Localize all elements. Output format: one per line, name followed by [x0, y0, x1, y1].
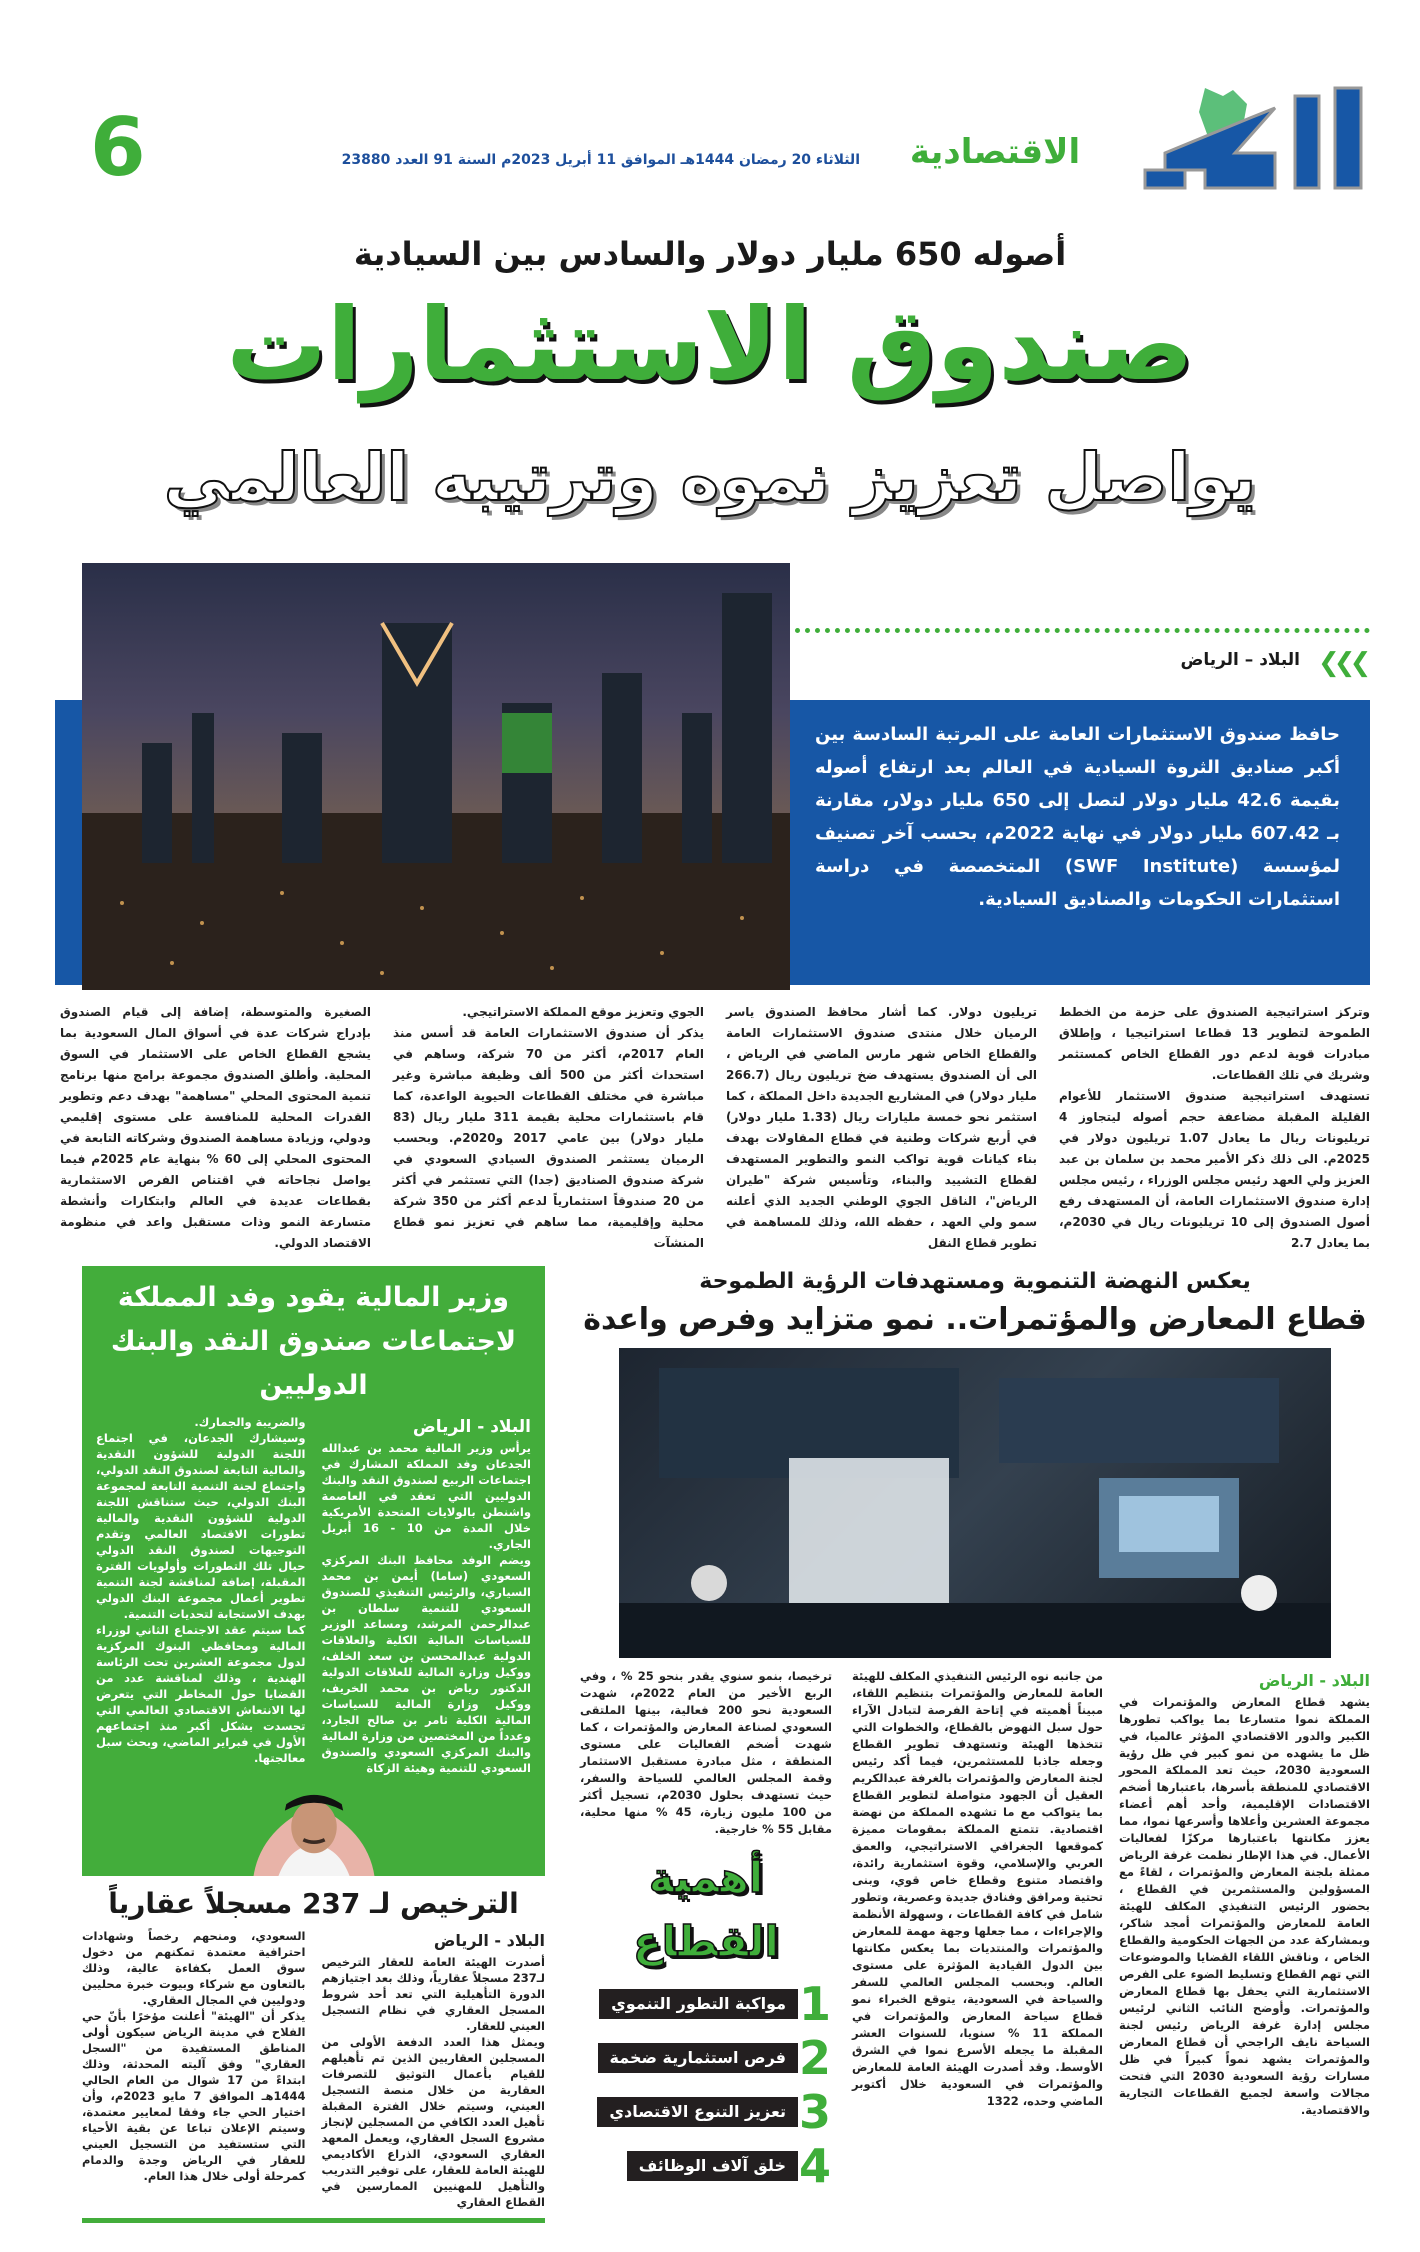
main-byline: البلاد – الرياض [1180, 650, 1300, 670]
importance-label: فرص استثمارية ضخمة [598, 2043, 798, 2073]
article-column: البلاد - الرياض يشهد قطاع المعارض والمؤتمرات في المملكة نموا متسارعا بما يواكب تطورها الكبير والدور الاقتصادي المؤثر عالميا، في ظل ما يشهده من نمو كبير في ظل رؤية السعودية 2030، حيث تعد المملكة المحور الاقتصادي للمنطقة بأسرها، باعتبارها أضخم الاقتصادات الإقليمية، وأحد أهم أعضاء مجموعة العشرين وأعلاها وأسرعها نموا، مما يعزز مكانتها باعتبارها مركزًا لفعاليات الأعمال. في هذا الإطار نظمت غرفة الرياض ممثلة بلجنة المعارض والمؤتمرات ، لقاءً مع المسؤولين والمستثمرين في القطاع ، بحضور الرئيس التنفيذي المكلف للهيئة العامة للمعارض والمؤتمرات أمجد شاكر، وبمشاركة عدد من الجهات الحكومية والقطاع الخاص ، وناقش اللقاء القضايا والموضوعات التي تهم القطاع وتسليط الضوء على الفرص الاستثمارية التي يحفل بها قطاع المعارض والمؤتمرات. وأوضح النائب الثاني لرئيس مجلس إدارة غرفة الرياض رئيس لجنة السياحة نايف الراجحي أن قطاع المعارض والمؤتمرات يشهد نمواً كبيراً في ظل مسارات رؤية السعودية 2030 التي فتحت مجالات واسعة لجميع القطاعات التجارية والاقتصادية. من جانبه نوه الرئيس التنفيذي المكلف للهيئة العامة للمعارض والمؤتمرات بتنظيم اللقاء، مبيناً أهميته في إتاحة الفرصة لتبادل الآراء حول سبل النهوض بالقطاع، والخطوات التي تتخذها الهيئة وتستهدف تطوير القطاع وجعله جاذبا للمستثمرين، فيما أكد رئيس لجنة المعارض والمؤتمرات بالغرفة عبدالكريم العقيل أن الجهود متواصلة لتطوير القطاع بما يتواكب مع ما تشهده المملكة من نهضة اقتصادية. تتمتع المملكة بمقومات مميزة كموقعها الجغرافي الاستراتيجي، والعمق العربي والإسلامي، وقوة استثمارية رائدة، واقتصاد متنوع وقطاع خاص قوي، وبنى تحتية ومرافق وفنادق جديدة وعصرية، وتطور شامل في كافة القطاعات ، وسهولة الأنظمة والإجراءات ، مما جعلها وجهة مهمة للمعارض والمؤتمرات والمنتديات بما يعكس مكانتها بين الدول القيادية المؤثرة على مستوى العالم. وبحسب المجلس العالمي للسفر والسياحة في السعودية، يتوقع الخبراء نمو قطاع سياحة المعارض والمؤتمرات في المملكة 11 % سنويا، للسنوات العشر المقبلة ما يجعله الأسرع نموا في الشرق الأوسط. وقد أصدرت الهيئة العامة للمعارض والمؤتمرات في السعودية خلال أكتوبر الماضي وحده، 1322 [852, 1669, 1370, 2117]
importance-item [580, 1977, 832, 2031]
importance-item [580, 2085, 832, 2139]
importance-number: 2 [798, 2031, 831, 2085]
article-column: تريليون دولار. كما أشار محافظ الصندوق ياسر الرميان خلال منتدى صندوق الاستثمارات العامة والقطاع الخاص شهر مارس الماضي في الرياض ، الى أن الصندوق يستهدف ضخ تريليون ريال (266.7 مليار دولار) في المشاريع الجديدة داخل المملكة ، كما استثمر نحو خمسة مليارات ريال (1.33 مليار دولار) في أربع شركات وطنية في قطاع المقاولات بهدف بناء كيانات قوية تواكب النمو والتطوير المستهدف لقطاع التشييد والبناء، وتأسيس شركة "طيران الرياض"، الناقل الجوي الوطني الجديد الذي أعلنه سمو ولي العهد ، حفظه الله، وذلك للمساهمة في تطوير قطاع النقل [726, 1005, 1037, 1250]
newspaper-logo [1135, 78, 1375, 208]
realestate-headline: الترخيص لـ 237 مسجلاً عقارياً [108, 1887, 519, 1920]
importance-title: أهمية القطاع [633, 1853, 779, 1966]
dotted-divider [795, 628, 1370, 633]
main-headline-second-line: يواصل تعزيز نموه وترتيبه العالمي [163, 439, 1257, 516]
page-number: 6 [90, 101, 146, 194]
minister-story-title: وزير المالية يقود وفد المملكة لاجتماعات صندوق النقد والبنك الدوليين [110, 1282, 517, 1401]
exhibitions-headline: قطاع المعارض والمؤتمرات.. نمو متزايد وفرص واعدة [583, 1302, 1367, 1337]
triple-chevron-left-icon: ❮❮❮ [1318, 648, 1366, 678]
article-column: وتركز استراتيجية الصندوق على حزمة من الخطط الطموحة لتطوير 13 قطاعا استراتيجيا ، وإطلاق مبادرات قوية لدعم دور القطاع الخاص كمستثمر وشريك في تلك القطاعات. تستهدف استراتيجية صندوق الاستثمار للأعوام القليلة المقبلة مضاعفة حجم أصوله ليتجاوز 4 تريليونات ريال ما يعادل 1.07 تريليون دولار في 2025م. الى ذلك ذكر الأمير محمد بن سلمان بن عبد العزيز ولي العهد رئيس مجلس الوزراء ، رئيس مجلس إدارة صندوق الاستثمارات العامة، أن المستهدف رفع أصول الصندوق إلى 10 تريليونات ريال في 2030م، بما يعادل 2.7 [1059, 1005, 1371, 1250]
importance-item [580, 2139, 832, 2193]
importance-label: تعزيز التنوع الاقتصادي [597, 2097, 798, 2127]
lead-paragraph: حافظ صندوق الاستثمارات العامة على المرتبة السادسة بين أكبر صناديق الثروة السيادية في العالم بعد ارتفاع أصوله بقيمة 42.6 مليار دولار لتصل إلى 650 مليار دولار، مقارنة بـ 607.42 مليار دولار في نهاية 2022م، بحسب آخر تصنيف لمؤسسة (SWF Institute) المتخصصة في دراسة استثمارات الحكومات والصناديق السيادية. [815, 724, 1341, 910]
article-column: البلاد - الرياض أصدرت الهيئة العامة للعقار الترخيص لـ237 مسجلاً عقارياً، وذلك بعد اجتيازهم الدورة التأهيلية التي تعد أحد شروط المسجل العقاري في نظام التسجيل العيني للعقار. ويمثل هذا العدد الدفعة الأولى من المسجلين العقاريين الذين تم تأهيلهم للقيام بأعمال التوثيق للتصرفات العقارية من خلال منصة التسجيل العيني، وسيتم خلال الفترة المقبلة تأهيل العدد الكافي من المسجلين لإنجاز مشروع السجل العقاري، ويعمل المعهد العقاري السعودي، الذراع الأكاديمي للهيئة العامة للعقار، على توفير التدريب والتأهيل للمهنيين الممارسين في القطاع العقاري السعودي، ومنحهم رخصاً وشهادات احترافية معتمدة تمكنهم من دخول سوق العمل بكفاءة عالية، وذلك بالتعاون مع شركاء وبيوت خبرة محليين ودوليين في المجال العقاري. يذكر أن "الهيئة" أعلنت مؤخرًا بأنّ حي الفلاح في مدينة الرياض سيكون أولى المناطق المستفيدة من "السجل العقاري" وفق آليته المحدثة، وذلك ابتداءً من 17 شوال من العام الحالي 1444هـ الموافق 7 مايو 2023م، وأن اختيار الحي جاء وفقا لمعايير معتمدة، وسيتم الإعلان تباعا عن بقية الأحياء التي ستستفيد من التسجيل العيني للعقار في الرياض وجدة والدمام كمرحلة أولى خلال هذا العام. [82, 1929, 545, 2209]
main-story-columns [0, 1002, 1420, 1254]
importance-label: مواكبة التطور التنموي [599, 1989, 798, 2019]
left-stories [82, 1266, 545, 2223]
exhibitions-kicker: يعكس النهضة التنموية ومستهدفات الرؤية الطموحة [699, 1269, 1251, 1294]
article-column: الجوي وتعزيز موقع المملكة الاستراتيجي. يذكر أن صندوق الاستثمارات العامة قد أسس منذ العام 2017م، أكثر من 70 شركة، وساهم في استحداث أكثر من 500 ألف وظيفة مباشرة وغير مباشرة في مختلف القطاعات الحيوية الواعدة، كما قام باستثمارات محلية بقيمة 311 مليار ريال (83 مليار دولار) بين عامي 2017 و2020م. وبحسب الرميان يستثمر الصندوق السيادي السعودي في شركة صندوق الصناديق (جدا) التي تستثمر في أكثر من 20 صندوقاً استثمارياً لدعم أكثر من 350 شركة محلية وإقليمية، مما ساهم في تعزيز نمو قطاع المنشآت [393, 1005, 705, 1250]
section-title: الاقتصادية [909, 132, 1081, 172]
dateline: الثلاثاء 20 رمضان 1444هـ الموافق 11 أبريل 2023م السنة 91 العدد 23880 [341, 152, 860, 168]
importance-number: 3 [798, 2085, 831, 2139]
riyadh-skyline-photo [82, 563, 790, 990]
minister-story-box [82, 1266, 545, 1876]
main-kicker: أصوله 650 مليار دولار والسادس بين السيادية [353, 235, 1067, 273]
article-column: ترخيصا، بنمو سنوي يقدر بنحو 25 % ، وفي الربع الأخير من العام 2022م، شهدت السعودية نحو 200 فعالية، بينها الملتقى السعودي لصناعة المعارض والمؤتمرات ، كما شهدت أضخم الفعاليات على مستوى المنطقة ، مثل مبادرة مستقبل الاستثمار وقمة المجلس العالمي للسياحة والسفر، حيث تستهدف بحلول 2030م، تسجيل أكثر من 100 مليون زيارة، 45 % منها محلية، مقابل 55 % خارجية. [580, 1669, 833, 1836]
page-body [0, 1002, 1420, 2223]
exhibition-hall-photo [619, 1348, 1331, 1658]
minister-photo [239, 1780, 389, 1876]
main-headline: صندوق الاستثمارات [226, 286, 1194, 403]
article-column: البلاد - الرياض يرأس وزير المالية محمد بن عبدالله الجدعان وفد المملكة المشارك في اجتماعات الربيع لصندوق النقد والبنك الدوليين التي تعقد في العاصمة واشنطن بالولايات المتحدة الأمريكية خلال المدة من 10 - 16 أبريل الجاري. ويضم الوفد محافظ البنك المركزي السعودي (ساما) أيمن بن محمد السياري، والرئيس التنفيذي للصندوق السعودي للتنمية سلطان بن عبدالرحمن المرشد، ومساعد الوزير للسياسات المالية الكلية والعلاقات الدولية عبدالمحسن بن سعد الخلف، ووكيل وزارة المالية للعلاقات الدولية الدكتور رياض بن محمد الخريف، ووكيل وزارة المالية للسياسات المالية الكلية ثامر بن صالح الجارد، وعدداً من المختصين من وزارة المالية والبنك المركزي السعودي والصندوق السعودي للتنمية وهيئة الزكاة والضريبة والجمارك. وسيشارك الجدعان، في اجتماع اللجنة الدولية للشؤون النقدية والمالية التابعة لصندوق النقد الدولي، واجتماع لجنة التنمية التابعة لمجموعة البنك الدولي، حيث ستناقش اللجنة الدولية للشؤون النقدية والمالية تطورات الاقتصاد العالمي وتقدم التوجيهات لصندوق النقد الدولي حيال تلك التطورات وأولويات الفترة المقبلة، إضافة لمناقشة لجنة التنمية تطوير أعمال مجموعة البنك الدولي بهدف الاستجابة لتحديات التنمية. كما سيتم عقد الاجتماع الثاني لوزراء المالية ومحافظي البنوك المركزية لدول مجموعة العشرين تحت الرئاسة الهندية ، وذلك لمناقشة عدد من القضايا حول المخاطر التي يتعرض لها الانتعاش الاقتصادي العالمي التي تجسدت بشكل أكبر منذ اجتماعهم الأول في فبراير الماضي، وبحث سبل معالجتها. [96, 1415, 531, 1775]
lower-section [0, 1266, 1420, 2223]
importance-list [580, 1977, 832, 2193]
bottom-divider [82, 2218, 545, 2223]
exhibitions-byline: البلاد - الرياض [1258, 1671, 1370, 1690]
article-column: الصغيرة والمتوسطة، إضافة إلى قيام الصندوق بإدراج شركات عدة في أسواق المال السعودية بما يشجع القطاع الخاص على الاستثمار في السوق المحلية. وأطلق الصندوق مجموعة برامج منها برنامج تنمية المحتوى المحلي "مساهمة" بهدف دعم وتطوير القدرات المحلية للمنافسة على مستوى إقليمي ودولي، وزيادة مساهمة الصندوق وشركاته التابعة في المحتوى المحلي إلى 60 % بنهاية عام 2025م فيما يواصل نجاحاته في اقتناص الفرص الاستثمارية بقطاعات عديدة في العالم وابتكارات وأنشطة متسارعة النمو وذات مستقبل واعد في منظومة الاقتصاد الدولي. [60, 1005, 371, 1250]
minister-byline: البلاد - الرياض [412, 1417, 531, 1437]
importance-number: 4 [798, 2139, 831, 2193]
exhibitions-story [580, 1266, 1370, 2193]
importance-label: خلق آلاف الوظائف [627, 2151, 798, 2181]
realestate-byline: البلاد - الرياض [433, 1931, 545, 1950]
importance-item [580, 2031, 832, 2085]
importance-number: 1 [798, 1977, 831, 2031]
